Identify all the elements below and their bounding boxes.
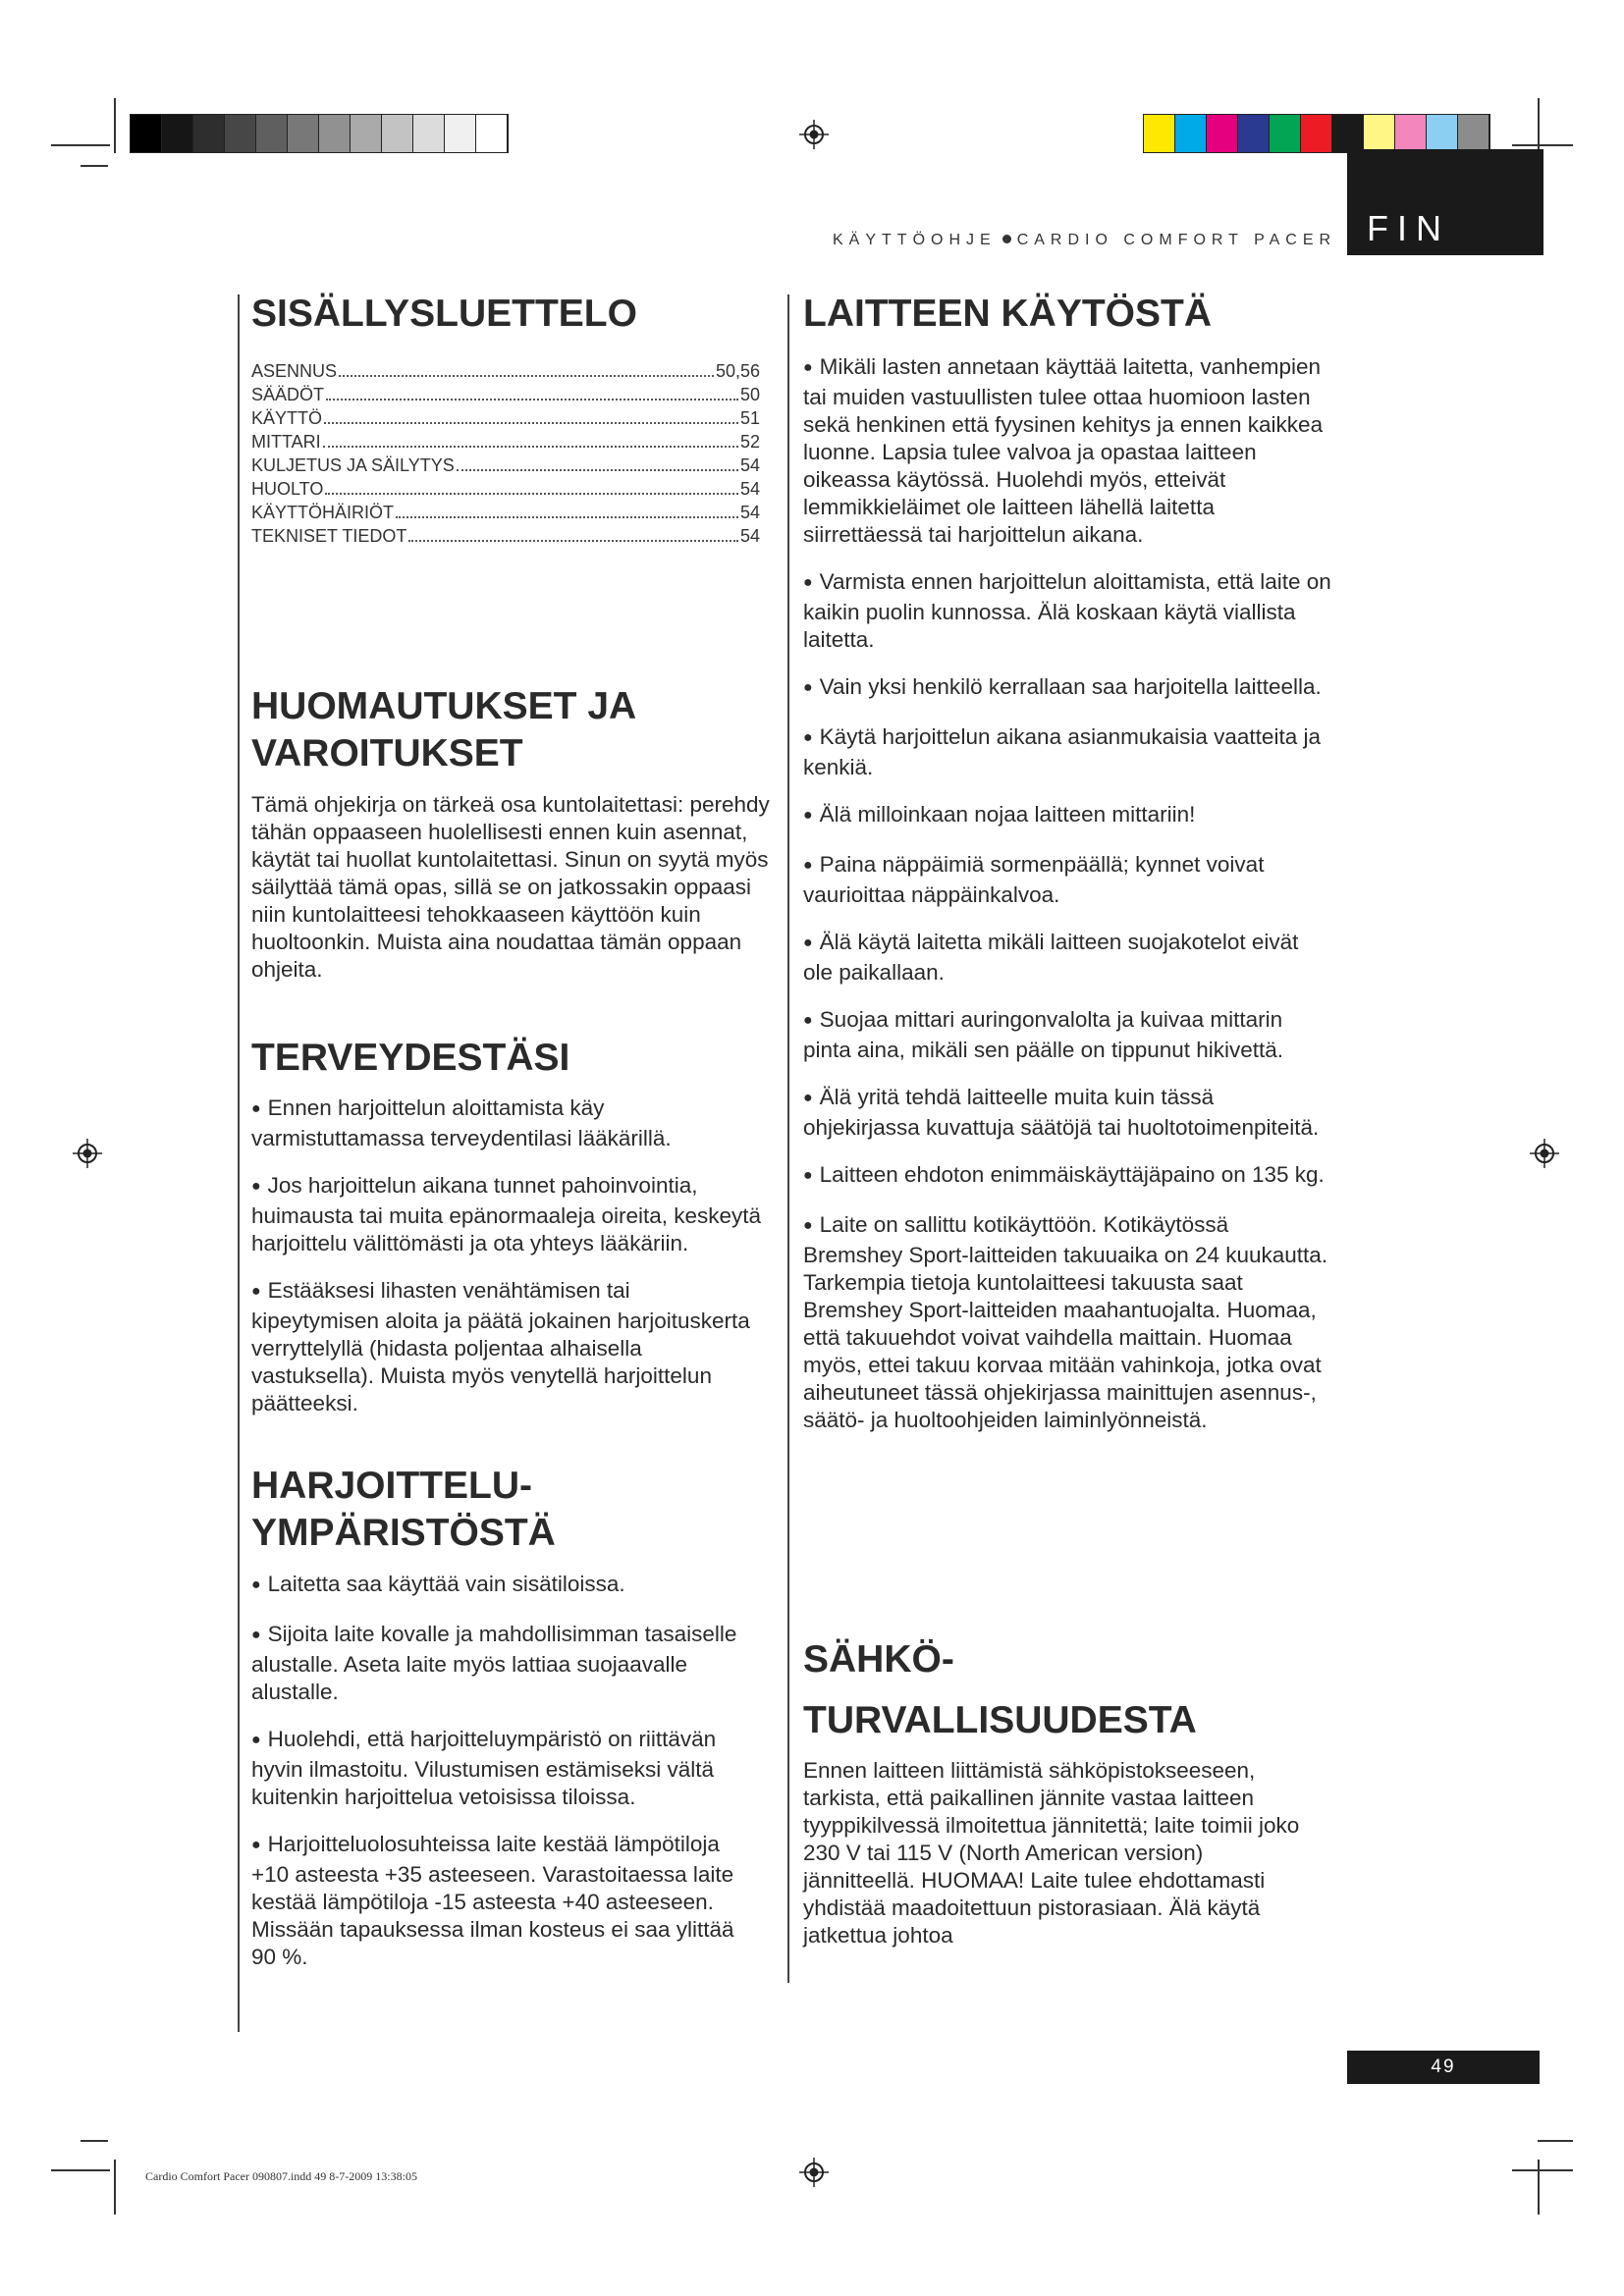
color-swatch bbox=[1207, 115, 1238, 152]
toc-page: 52 bbox=[739, 432, 760, 452]
color-swatch bbox=[1427, 115, 1458, 152]
color-swatch bbox=[162, 115, 193, 152]
toc-label: KÄYTTÖHÄIRIÖT bbox=[251, 503, 395, 522]
color-swatch bbox=[1175, 115, 1207, 152]
environment-title-line: HARJOITTELU- bbox=[251, 1465, 532, 1507]
bullet-dot-icon bbox=[1002, 235, 1011, 243]
toc-page: 54 bbox=[739, 503, 760, 522]
warnings-title-line: VAROITUKSET bbox=[251, 732, 523, 774]
color-swatch bbox=[1364, 115, 1395, 152]
toc-page: 50,56 bbox=[715, 361, 760, 381]
list-item: ● Vain yksi henkilö kerrallaan saa harjoitella laitteella. bbox=[803, 673, 1333, 704]
electrical-title bbox=[803, 1629, 1197, 1751]
color-swatch bbox=[1458, 115, 1489, 152]
color-swatch bbox=[1332, 115, 1364, 152]
usage-list bbox=[803, 353, 1333, 1454]
environment-list bbox=[251, 1571, 762, 1991]
page-number: 49 bbox=[1347, 2051, 1540, 2084]
registration-mark-icon bbox=[799, 120, 829, 149]
list-item: ● Mikäli lasten annetaan käyttää laitetta, vanhempien tai muiden vastuullisten tulee ottaa huomioon lasten sekä henkinen että fyysinen kehitys ja ennen kaikkea luonne. Lapsia tulee valvoa ja opastaa laitteen oikeassa käytössä. Huolehdi myös, etteivät lemmikkieläimet ole laitteen lähellä laitetta siirrettäessä tai harjoittelun aikana. bbox=[803, 353, 1333, 549]
environment-title bbox=[251, 1463, 556, 1557]
color-swatch bbox=[413, 115, 445, 152]
toc-label: HUOLTO bbox=[251, 479, 324, 499]
list-item: ● Estääksesi lihasten venähtämisen tai kipeytymisen aloita ja päätä jokainen harjoituskerta verryttelyllä (hidasta poljentaa alhaisella vastuksella). Muista myös venytellä harjoittelun päätteeksi. bbox=[251, 1277, 762, 1417]
registration-mark-icon bbox=[799, 2158, 829, 2187]
toc-leader-dots bbox=[325, 493, 738, 495]
list-item: ● Älä milloinkaan nojaa laitteen mittariin! bbox=[803, 801, 1333, 831]
crop-mark bbox=[114, 2160, 116, 2215]
toc-page: 54 bbox=[739, 526, 760, 546]
toc-leader-dots bbox=[408, 540, 738, 542]
color-swatch bbox=[319, 115, 351, 152]
list-item: ● Käytä harjoittelun aikana asianmukaisia vaatteita ja kenkiä. bbox=[803, 723, 1333, 781]
toc-row bbox=[251, 430, 760, 454]
toc-row bbox=[251, 359, 760, 383]
color-swatch bbox=[1301, 115, 1332, 152]
toc-page: 54 bbox=[739, 455, 760, 475]
running-header bbox=[833, 232, 1336, 249]
color-swatch bbox=[476, 115, 508, 152]
color-swatch bbox=[382, 115, 413, 152]
running-title-product: CARDIO COMFORT PACER bbox=[1016, 232, 1337, 248]
toc-leader-dots bbox=[396, 516, 738, 518]
color-swatch bbox=[256, 115, 288, 152]
list-item: ● Laitteen ehdoton enimmäiskäyttäjäpaino on 135 kg. bbox=[803, 1161, 1333, 1192]
list-item: ● Laite on sallittu kotikäyttöön. Kotikäytössä Bremshey Sport-laitteiden takuuaika on 24 kuukautta. Tarkempia tietoja kuntolaitteesi takuusta saat Bremshey Sport-laitteiden maahantuojalta. Huomaa, että takuuehdot voivat vaihdella maittain. Huomaa myös, ettei takuu korvaa mitään vahinkoja, jotka ovat aiheutuneet tässä ohjekirjassa mainittujen asennus-, säätö- ja huoltoohjeiden laiminlyönneistä. bbox=[803, 1211, 1333, 1434]
toc-row bbox=[251, 524, 760, 548]
list-item: ● Älä käytä laitetta mikäli laitteen suojakotelot eivät ole paikallaan. bbox=[803, 929, 1333, 987]
toc-row bbox=[251, 383, 760, 406]
color-swatch bbox=[1270, 115, 1301, 152]
toc-label: SÄÄDÖT bbox=[251, 385, 325, 404]
list-item: ● Suojaa mittari auringonvalolta ja kuivaa mittarin pinta aina, mikäli sen päälle on tippunut hikivettä. bbox=[803, 1006, 1333, 1064]
color-swatch bbox=[351, 115, 382, 152]
crop-mark bbox=[1538, 2140, 1573, 2142]
toc-row bbox=[251, 501, 760, 524]
crop-mark bbox=[51, 2169, 110, 2171]
environment-title-line: YMPÄRISTÖSTÄ bbox=[251, 1512, 556, 1554]
toc-row bbox=[251, 477, 760, 501]
health-title: TERVEYDESTÄSI bbox=[251, 1037, 570, 1079]
color-swatch bbox=[1238, 115, 1270, 152]
toc-page: 51 bbox=[739, 408, 760, 428]
toc-page: 50 bbox=[739, 385, 760, 404]
toc-label: KULJETUS JA SÄILYTYS bbox=[251, 455, 455, 475]
crop-mark bbox=[114, 98, 116, 153]
color-swatch bbox=[193, 115, 225, 152]
color-swatch bbox=[1395, 115, 1427, 152]
list-item: ● Älä yritä tehdä laitteelle muita kuin tässä ohjekirjassa kuvattuja säätöjä tai huoltotoimenpiteitä. bbox=[803, 1084, 1333, 1142]
warnings-text: Tämä ohjekirja on tärkeä osa kuntolaitettasi: perehdy tähän oppaaseen huolellisesti ennen kuin asennat, käytät tai huollat kuntolaitettasi. Sinun on syytä myös säilyttää tämä opas, sillä se on jatkossakin oppaasi niin kuntolaitteesi tehokkaaseen käyttöön kuin huoltoonkin. Muista aina noudattaa tämän oppaan ohjeita. bbox=[251, 792, 770, 982]
toc-label: ASENNUS bbox=[251, 361, 338, 381]
warnings-title-line: HUOMAUTUKSET JA bbox=[251, 685, 637, 727]
table-of-contents bbox=[251, 359, 760, 548]
left-column-rule bbox=[238, 294, 240, 2032]
registration-mark-icon bbox=[73, 1139, 102, 1168]
list-item: ● Harjoitteluolosuhteissa laite kestää lämpötiloja +10 asteesta +35 asteeseen. Varastoitaessa laite kestää lämpötiloja -15 asteesta +40 asteeseen. Missään tapauksessa ilman kosteus ei saa ylittää 90 %. bbox=[251, 1831, 762, 1971]
crop-mark bbox=[1538, 98, 1540, 153]
list-item: ● Laitetta saa käyttää vain sisätiloissa. bbox=[251, 1571, 762, 1601]
toc-leader-dots bbox=[339, 375, 714, 377]
electrical-title-line: TURVALLISUUDESTA bbox=[803, 1699, 1197, 1741]
process-color-bar bbox=[1143, 114, 1490, 153]
toc-label: KÄYTTÖ bbox=[251, 408, 323, 428]
print-slug: Cardio Comfort Pacer 090807.indd 49 8-7-2009 13:38:05 bbox=[145, 2169, 417, 2183]
list-item: ● Varmista ennen harjoittelun aloittamista, että laite on kaikin puolin kunnossa. Älä koskaan käytä viallista laitetta. bbox=[803, 568, 1333, 654]
crop-mark bbox=[1512, 2169, 1573, 2171]
toc-leader-dots bbox=[326, 399, 738, 400]
crop-mark bbox=[81, 165, 108, 167]
list-item: ● Huolehdi, että harjoitteluympäristö on riittävän hyvin ilmastoitu. Vilustumisen estämiseksi vältä kuitenkin harjoittelua vetoisissa tiloissa. bbox=[251, 1726, 762, 1811]
toc-leader-dots bbox=[457, 469, 738, 471]
color-swatch bbox=[445, 115, 476, 152]
electrical-text: Ennen laitteen liittämistä sähköpistokseeseen, tarkista, että paikallinen jännite vastaa laitteen tyyppikilvessä ilmoitettua jännitettä; laite toimii joko 230 V tai 115 V (North American version) jännitteellä. HUOMAA! Laite tulee ehdottamasti yhdistää maadoitettuun pistorasiaan. Älä käytä jatkettua johtoa bbox=[803, 1758, 1300, 1948]
list-item: ● Paina näppäimiä sormenpäällä; kynnet voivat vaurioittaa näppäinkalvoa. bbox=[803, 851, 1333, 909]
grayscale-color-bar bbox=[130, 114, 509, 153]
language-tab: FIN bbox=[1347, 149, 1543, 255]
toc-row bbox=[251, 454, 760, 477]
list-item: ● Sijoita laite kovalle ja mahdollisimman tasaiselle alustalle. Aseta laite myös lattiaa suojaavalle alustalle. bbox=[251, 1621, 762, 1706]
list-item: ● Jos harjoittelun aikana tunnet pahoinvointia, huimausta tai muita epänormaaleja oireita, keskeytä harjoittelu välittömästi ja ota yhteys lääkäriin. bbox=[251, 1172, 762, 1257]
health-list bbox=[251, 1095, 762, 1437]
running-title-manual: KÄYTTÖOHJE bbox=[833, 232, 997, 248]
usage-title: LAITTEEN KÄYTÖSTÄ bbox=[803, 293, 1212, 335]
color-swatch bbox=[131, 115, 162, 152]
toc-leader-dots bbox=[323, 446, 738, 448]
registration-mark-icon bbox=[1530, 1139, 1559, 1168]
color-swatch bbox=[225, 115, 256, 152]
toc-page: 54 bbox=[739, 479, 760, 499]
color-swatch bbox=[288, 115, 319, 152]
warnings-title bbox=[251, 683, 636, 777]
toc-leader-dots bbox=[324, 422, 738, 424]
color-swatch bbox=[1144, 115, 1175, 152]
crop-mark bbox=[1538, 2160, 1540, 2215]
electrical-title-line: SÄHKÖ- bbox=[803, 1638, 954, 1681]
right-column-rule bbox=[787, 294, 789, 1983]
crop-mark bbox=[51, 144, 110, 146]
toc-title: SISÄLLYSLUETTELO bbox=[251, 293, 637, 335]
toc-row bbox=[251, 406, 760, 430]
crop-mark bbox=[1512, 144, 1573, 146]
toc-label: TEKNISET TIEDOT bbox=[251, 526, 407, 546]
crop-mark bbox=[81, 2140, 108, 2142]
toc-label: MITTARI bbox=[251, 432, 321, 452]
list-item: ● Ennen harjoittelun aloittamista käy varmistuttamassa terveydentilasi lääkärillä. bbox=[251, 1095, 762, 1152]
